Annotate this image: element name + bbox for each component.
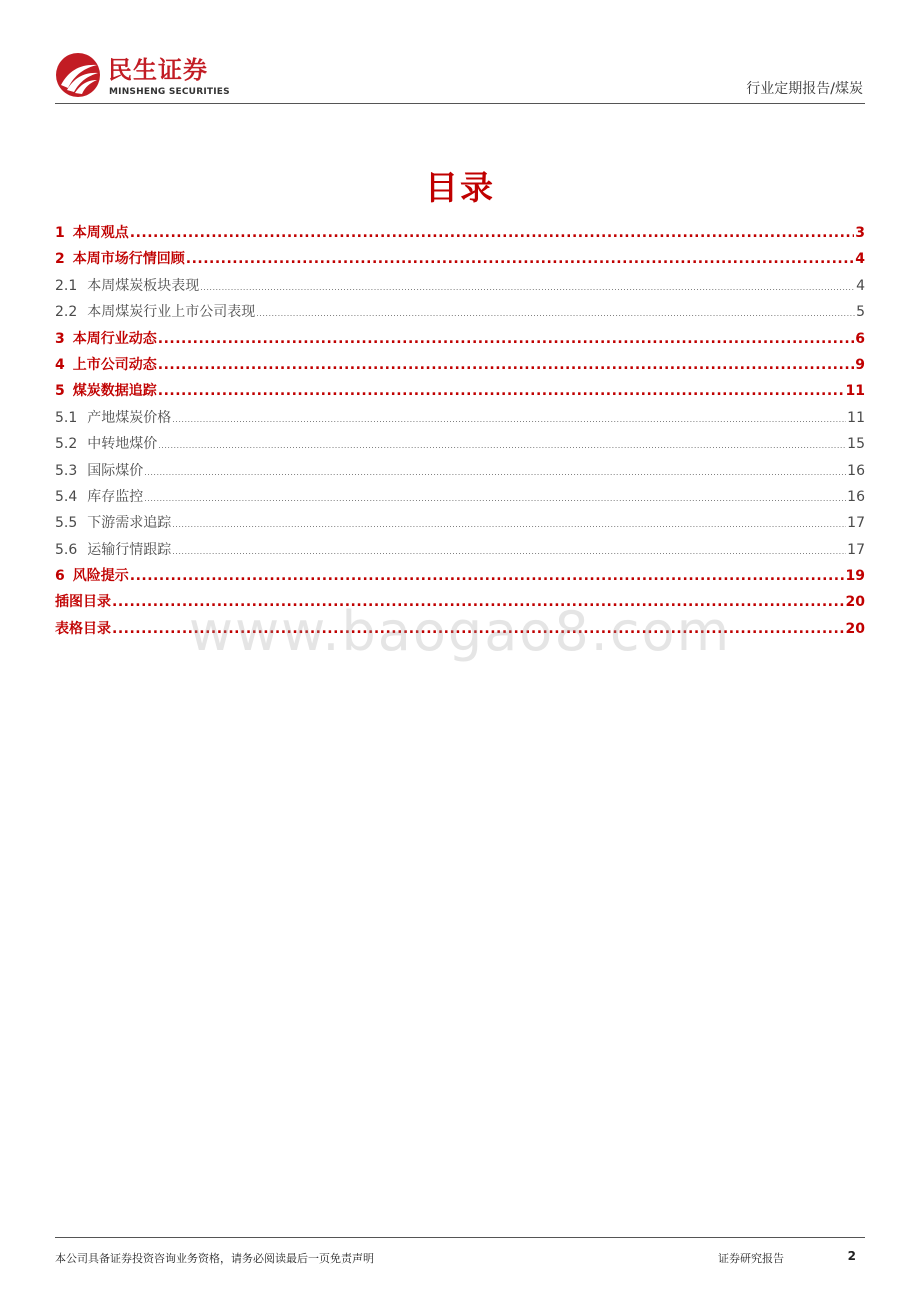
company-logo: [55, 52, 255, 102]
toc-entry[interactable]: [55, 299, 865, 325]
toc-entry-page: 15: [847, 436, 865, 453]
toc-entry-label: 产地煤炭价格: [87, 409, 172, 426]
toc-entry-number: 5: [55, 383, 65, 400]
toc-entry-page: 11: [845, 383, 865, 400]
toc-entry-page: 6: [855, 330, 865, 347]
toc-dot-leader: [172, 407, 846, 433]
toc-entry-number: 1: [55, 225, 65, 241]
minsheng-logo-icon: [55, 52, 101, 98]
toc-entry[interactable]: [55, 484, 865, 510]
header-divider: [55, 103, 865, 104]
toc-entry-label: 中转地煤价: [87, 436, 158, 453]
toc-entry-page: 4: [856, 277, 865, 294]
toc-entry-page: 4: [855, 251, 865, 268]
toc-entry-number: 2: [55, 251, 65, 268]
table-of-contents: [55, 220, 865, 642]
toc-dot-leader: [158, 378, 845, 404]
toc-entry-page: 17: [847, 541, 865, 558]
toc-entry[interactable]: [55, 378, 865, 404]
toc-entry-number: 4: [55, 356, 65, 373]
toc-entry-label: 本周观点: [72, 225, 129, 241]
toc-dot-leader: [158, 352, 855, 378]
toc-dot-leader: [112, 589, 845, 615]
toc-entry-label: 下游需求追踪: [87, 515, 172, 532]
toc-dot-leader: [172, 512, 846, 538]
toc-entry-label: 煤炭数据追踪: [72, 383, 157, 400]
toc-dot-leader: [158, 326, 855, 352]
toc-entry[interactable]: [55, 352, 865, 378]
toc-entry-number: 5.3: [55, 462, 78, 479]
toc-dot-leader: [256, 301, 855, 327]
page-number: 2: [847, 1249, 856, 1263]
toc-entry-label: 插图目录: [55, 594, 111, 611]
logo-english-name: MINSHENG SECURITIES: [109, 87, 230, 97]
page-header: [55, 48, 865, 104]
toc-entry-number: 2.2: [55, 304, 78, 321]
footer-category: 证券研究报告: [718, 1252, 784, 1265]
toc-entry-page: 19: [845, 568, 865, 585]
report-type: 行业定期报告/煤炭: [746, 81, 863, 97]
toc-dot-leader: [172, 539, 846, 565]
toc-entry-number: 6: [55, 568, 65, 585]
toc-dot-leader: [130, 563, 845, 589]
toc-entry-number: 5.1: [55, 409, 78, 426]
footer-disclaimer: 本公司具备证券投资咨询业务资格，请务必阅读最后一页免责声明: [55, 1252, 374, 1265]
toc-entry[interactable]: [55, 458, 865, 484]
toc-entry-page: 5: [856, 304, 865, 321]
toc-entry[interactable]: [55, 537, 865, 563]
toc-entry-page: 16: [847, 462, 865, 479]
toc-title: 目录: [425, 168, 495, 207]
toc-dot-leader: [186, 246, 855, 272]
toc-entry-number: 5.5: [55, 515, 78, 532]
toc-entry-page: 16: [847, 488, 865, 505]
toc-entry-label: 本周市场行情回顾: [72, 251, 185, 268]
toc-entry-label: 运输行情跟踪: [87, 541, 172, 558]
toc-entry[interactable]: [55, 589, 865, 615]
toc-entry[interactable]: [55, 510, 865, 536]
toc-entry-number: 5.2: [55, 436, 78, 453]
toc-entry-label: 本周行业动态: [72, 330, 157, 347]
toc-entry-label: 表格目录: [55, 620, 111, 637]
toc-dot-leader: [158, 433, 846, 459]
toc-entry-label: 本周煤炭行业上市公司表现: [87, 304, 256, 321]
toc-entry-page: 17: [847, 515, 865, 532]
toc-entry-label: 上市公司动态: [72, 356, 157, 373]
toc-entry-page: 3: [855, 225, 865, 241]
toc-entry-page: 9: [855, 356, 865, 373]
toc-entry-number: 5.6: [55, 541, 78, 558]
toc-entry[interactable]: [55, 326, 865, 352]
toc-dot-leader: [144, 460, 846, 486]
toc-entry[interactable]: [55, 405, 865, 431]
toc-entry-page: 11: [847, 409, 865, 426]
toc-entry[interactable]: [55, 246, 865, 272]
toc-entry-page: 20: [845, 620, 865, 637]
toc-entry-number: 2.1: [55, 277, 78, 294]
watermark: www.baogao8.com: [188, 600, 732, 663]
toc-dot-leader: [200, 275, 855, 301]
toc-entry[interactable]: [55, 220, 865, 246]
toc-dot-leader: [130, 220, 855, 246]
toc-entry[interactable]: [55, 563, 865, 589]
logo-chinese-name: 民生证券: [108, 56, 208, 84]
toc-entry-label: 国际煤价: [87, 462, 144, 479]
toc-entry-label: 库存监控: [87, 488, 144, 505]
toc-entry[interactable]: [55, 273, 865, 299]
toc-entry-page: 20: [845, 594, 865, 611]
toc-entry-number: 3: [55, 330, 65, 347]
toc-entry[interactable]: [55, 431, 865, 457]
toc-entry-number: 5.4: [55, 488, 78, 505]
toc-dot-leader: [144, 486, 846, 512]
toc-entry-label: 本周煤炭板块表现: [87, 277, 200, 294]
footer-divider: [55, 1237, 865, 1238]
toc-dot-leader: [112, 616, 845, 642]
toc-entry-label: 风险提示: [72, 568, 129, 585]
toc-entry[interactable]: [55, 616, 865, 642]
